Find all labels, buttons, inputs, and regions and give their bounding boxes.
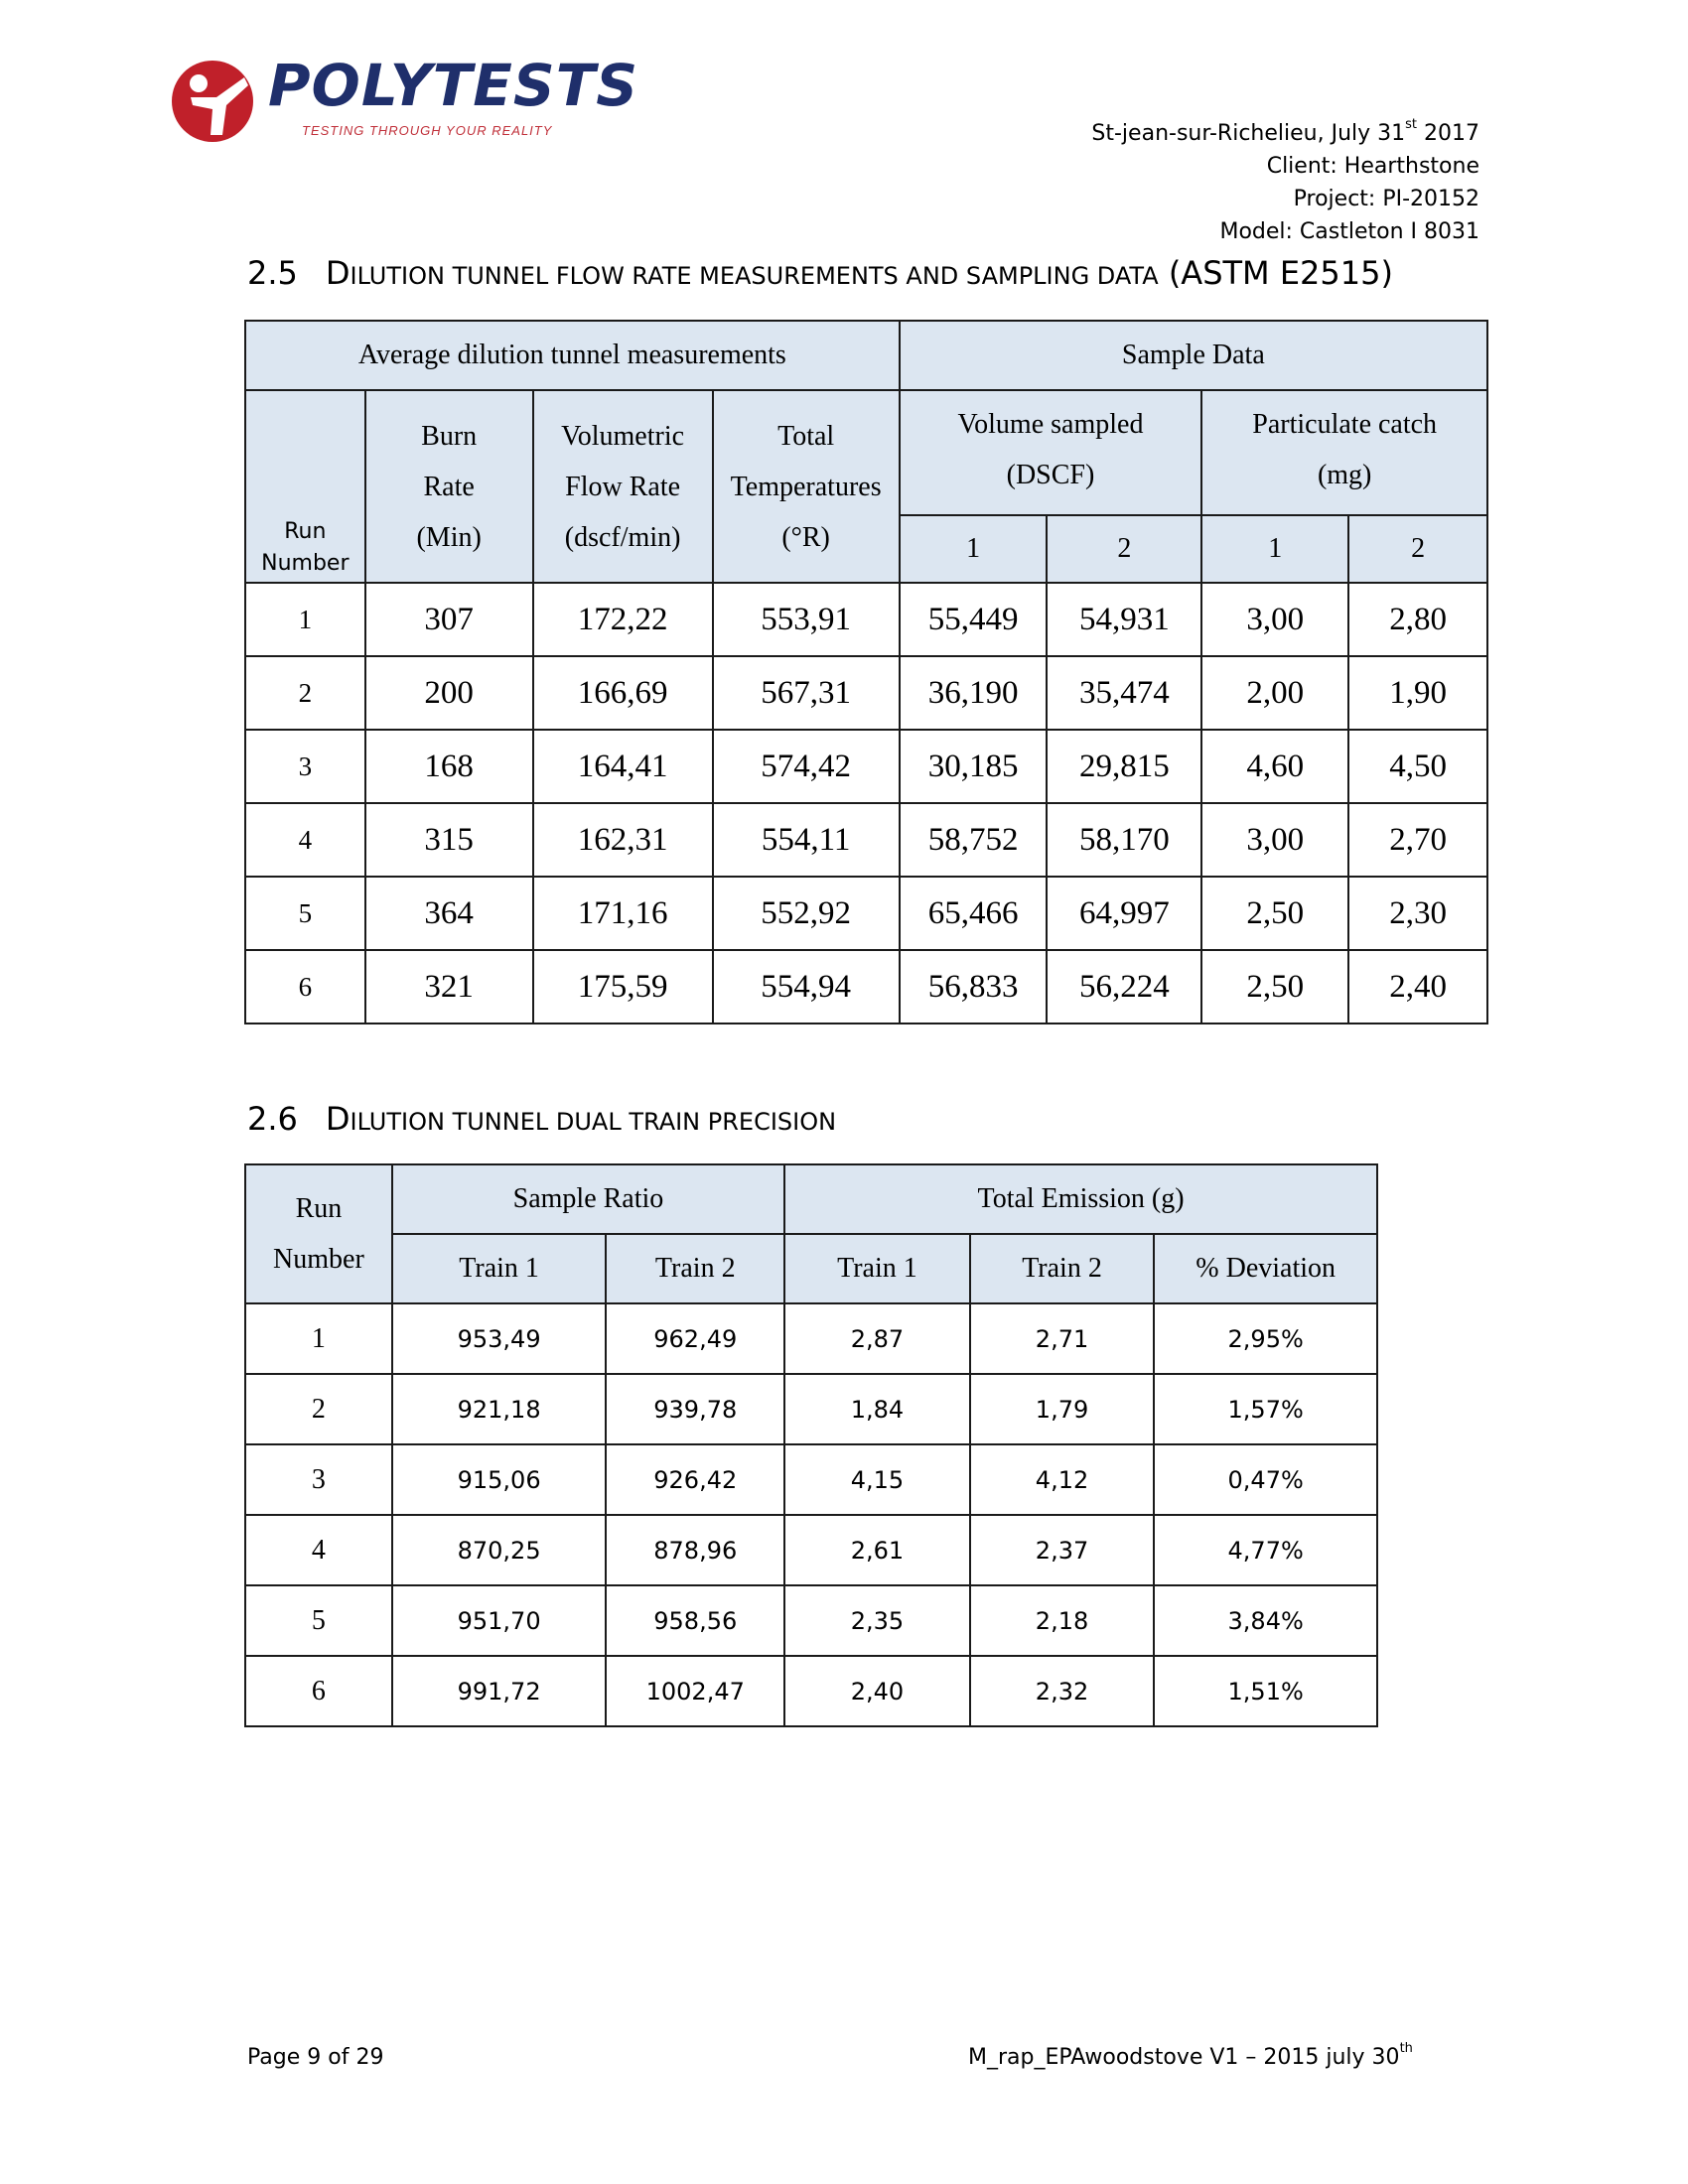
- run-number-cell: 5: [245, 1585, 392, 1656]
- table-column-header-row: [245, 390, 1487, 515]
- run-number-cell: 2: [245, 656, 365, 730]
- section-number: 2.5: [247, 254, 298, 292]
- section-2-6-title: 2.6 DILUTION TUNNEL DUAL TRAIN PRECISION: [247, 1100, 837, 1138]
- table-cell: 554,94: [713, 950, 900, 1024]
- run-number-cell: 2: [245, 1374, 392, 1444]
- table-cell: 30,185: [900, 730, 1048, 803]
- group-header-average: Average dilution tunnel measurements: [245, 321, 900, 390]
- header-run-number: Run Number: [245, 390, 365, 583]
- table-cell: 29,815: [1047, 730, 1201, 803]
- table-cell: 0,47%: [1154, 1444, 1377, 1515]
- table-cell: 2,80: [1348, 583, 1487, 656]
- run-number-cell: 4: [245, 803, 365, 877]
- table-cell: 200: [365, 656, 533, 730]
- table-cell: 4,50: [1348, 730, 1487, 803]
- table-cell: 953,49: [392, 1303, 607, 1374]
- table-cell: 56,224: [1047, 950, 1201, 1024]
- run-number-cell: 1: [245, 583, 365, 656]
- group-header-sample-ratio: Sample Ratio: [392, 1164, 784, 1234]
- table-row: [245, 583, 1487, 656]
- sub-header-train-1: Train 1: [392, 1234, 607, 1303]
- table-cell: 2,30: [1348, 877, 1487, 950]
- run-number-cell: 4: [245, 1515, 392, 1585]
- sub-header-train-2: Train 2: [970, 1234, 1155, 1303]
- table-cell: 54,931: [1047, 583, 1201, 656]
- header-run-number: Run Number: [245, 1164, 392, 1303]
- table-cell: 168: [365, 730, 533, 803]
- run-number-cell: 5: [245, 877, 365, 950]
- model-line: Model: Castleton I 8031: [1219, 219, 1479, 244]
- group-header-total-emission: Total Emission (g): [784, 1164, 1377, 1234]
- table-cell: 926,42: [606, 1444, 784, 1515]
- run-number-cell: 6: [245, 1656, 392, 1726]
- sub-header-deviation: % Deviation: [1154, 1234, 1377, 1303]
- table-cell: 2,87: [784, 1303, 970, 1374]
- table-cell: 55,449: [900, 583, 1048, 656]
- table-cell: 166,69: [533, 656, 713, 730]
- table-cell: 364: [365, 877, 533, 950]
- table-cell: 58,170: [1047, 803, 1201, 877]
- table-cell: 307: [365, 583, 533, 656]
- table-cell: 921,18: [392, 1374, 607, 1444]
- table-row: [245, 1303, 1377, 1374]
- sub-header: 2: [1047, 515, 1201, 583]
- run-number-cell: 1: [245, 1303, 392, 1374]
- table-cell: 2,71: [970, 1303, 1155, 1374]
- table-cell: 870,25: [392, 1515, 607, 1585]
- table-cell: 878,96: [606, 1515, 784, 1585]
- table-cell: 56,833: [900, 950, 1048, 1024]
- table-cell: 175,59: [533, 950, 713, 1024]
- table-cell: 65,466: [900, 877, 1048, 950]
- table-row: [245, 1585, 1377, 1656]
- group-header-sample-data: Sample Data: [900, 321, 1487, 390]
- table-cell: 1,79: [970, 1374, 1155, 1444]
- table-cell: 3,00: [1201, 803, 1348, 877]
- table-cell: 171,16: [533, 877, 713, 950]
- table-cell: 958,56: [606, 1585, 784, 1656]
- table-cell: 2,00: [1201, 656, 1348, 730]
- table-row: [245, 877, 1487, 950]
- table-cell: 554,11: [713, 803, 900, 877]
- table-cell: 4,12: [970, 1444, 1155, 1515]
- place-date: St-jean-sur-Richelieu, July 31st 2017: [1091, 117, 1479, 146]
- header-burn-rate: Burn Rate (Min): [365, 390, 533, 583]
- table-cell: 2,40: [1348, 950, 1487, 1024]
- table-cell: 567,31: [713, 656, 900, 730]
- table-row: [245, 950, 1487, 1024]
- table-row: [245, 1656, 1377, 1726]
- table-row: [245, 656, 1487, 730]
- client-line: Client: Hearthstone: [1266, 154, 1479, 179]
- table-cell: 1002,47: [606, 1656, 784, 1726]
- header-volume-sampled: Volume sampled (DSCF): [900, 390, 1202, 515]
- table-cell: 1,51%: [1154, 1656, 1377, 1726]
- table-row: [245, 1374, 1377, 1444]
- page-number: Page 9 of 29: [247, 2045, 384, 2070]
- table-cell: 552,92: [713, 877, 900, 950]
- table-cell: 1,57%: [1154, 1374, 1377, 1444]
- table-cell: 3,84%: [1154, 1585, 1377, 1656]
- table-row: [245, 730, 1487, 803]
- project-line: Project: PI-20152: [1293, 187, 1479, 211]
- dilution-tunnel-table: [244, 320, 1488, 1024]
- table-row: [245, 803, 1487, 877]
- section-2-5-title: 2.5 DILUTION TUNNEL FLOW RATE MEASUREMENTS AND SAMPLING DATA (ASTM E2515): [247, 254, 1393, 292]
- table-cell: 2,95%: [1154, 1303, 1377, 1374]
- table-cell: 4,77%: [1154, 1515, 1377, 1585]
- sub-header: 1: [1201, 515, 1348, 583]
- table-cell: 2,18: [970, 1585, 1155, 1656]
- table-cell: 2,61: [784, 1515, 970, 1585]
- table-group-header-row: [245, 1164, 1377, 1234]
- dual-train-precision-table: [244, 1163, 1378, 1727]
- table-cell: 162,31: [533, 803, 713, 877]
- table-cell: 1,84: [784, 1374, 970, 1444]
- table-cell: 574,42: [713, 730, 900, 803]
- table-cell: 1,90: [1348, 656, 1487, 730]
- table-sub-header-row: [245, 1234, 1377, 1303]
- table-body: [245, 583, 1487, 1024]
- table-cell: 939,78: [606, 1374, 784, 1444]
- table-cell: 321: [365, 950, 533, 1024]
- document-reference: M_rap_EPAwoodstove V1 – 2015 july 30th: [968, 2041, 1413, 2070]
- table-cell: 2,50: [1201, 877, 1348, 950]
- logo-emblem-icon: [169, 58, 260, 145]
- table-cell: 64,997: [1047, 877, 1201, 950]
- table-cell: 951,70: [392, 1585, 607, 1656]
- table-body: [245, 1303, 1377, 1726]
- table-cell: 58,752: [900, 803, 1048, 877]
- table-cell: 2,40: [784, 1656, 970, 1726]
- table-cell: 991,72: [392, 1656, 607, 1726]
- logo-wordmark: POLYTESTS: [268, 52, 639, 119]
- table-row: [245, 1444, 1377, 1515]
- polytests-logo: [169, 52, 639, 147]
- table-cell: 4,15: [784, 1444, 970, 1515]
- table-cell: 35,474: [1047, 656, 1201, 730]
- section-number: 2.6: [247, 1100, 298, 1138]
- sub-header-train-2: Train 2: [606, 1234, 784, 1303]
- header-flow-rate: Volumetric Flow Rate (dscf/min): [533, 390, 713, 583]
- table-cell: 553,91: [713, 583, 900, 656]
- sub-header-train-1: Train 1: [784, 1234, 970, 1303]
- table-cell: 36,190: [900, 656, 1048, 730]
- table-group-header-row: [245, 321, 1487, 390]
- header-info: [1091, 117, 1479, 248]
- table-cell: 4,60: [1201, 730, 1348, 803]
- header-total-temperatures: Total Temperatures (°R): [713, 390, 900, 583]
- table-row: [245, 1515, 1377, 1585]
- table-cell: 3,00: [1201, 583, 1348, 656]
- table-cell: 2,50: [1201, 950, 1348, 1024]
- table-cell: 315: [365, 803, 533, 877]
- table-cell: 164,41: [533, 730, 713, 803]
- table-cell: 2,32: [970, 1656, 1155, 1726]
- table-cell: 2,70: [1348, 803, 1487, 877]
- table-cell: 962,49: [606, 1303, 784, 1374]
- run-number-cell: 6: [245, 950, 365, 1024]
- sub-header: 1: [900, 515, 1048, 583]
- run-number-cell: 3: [245, 730, 365, 803]
- logo-tagline: TESTING THROUGH YOUR REALITY: [302, 123, 553, 138]
- table-cell: 2,37: [970, 1515, 1155, 1585]
- header-particulate-catch: Particulate catch (mg): [1201, 390, 1487, 515]
- table-cell: 915,06: [392, 1444, 607, 1515]
- table-cell: 172,22: [533, 583, 713, 656]
- table-cell: 2,35: [784, 1585, 970, 1656]
- run-number-cell: 3: [245, 1444, 392, 1515]
- sub-header: 2: [1348, 515, 1487, 583]
